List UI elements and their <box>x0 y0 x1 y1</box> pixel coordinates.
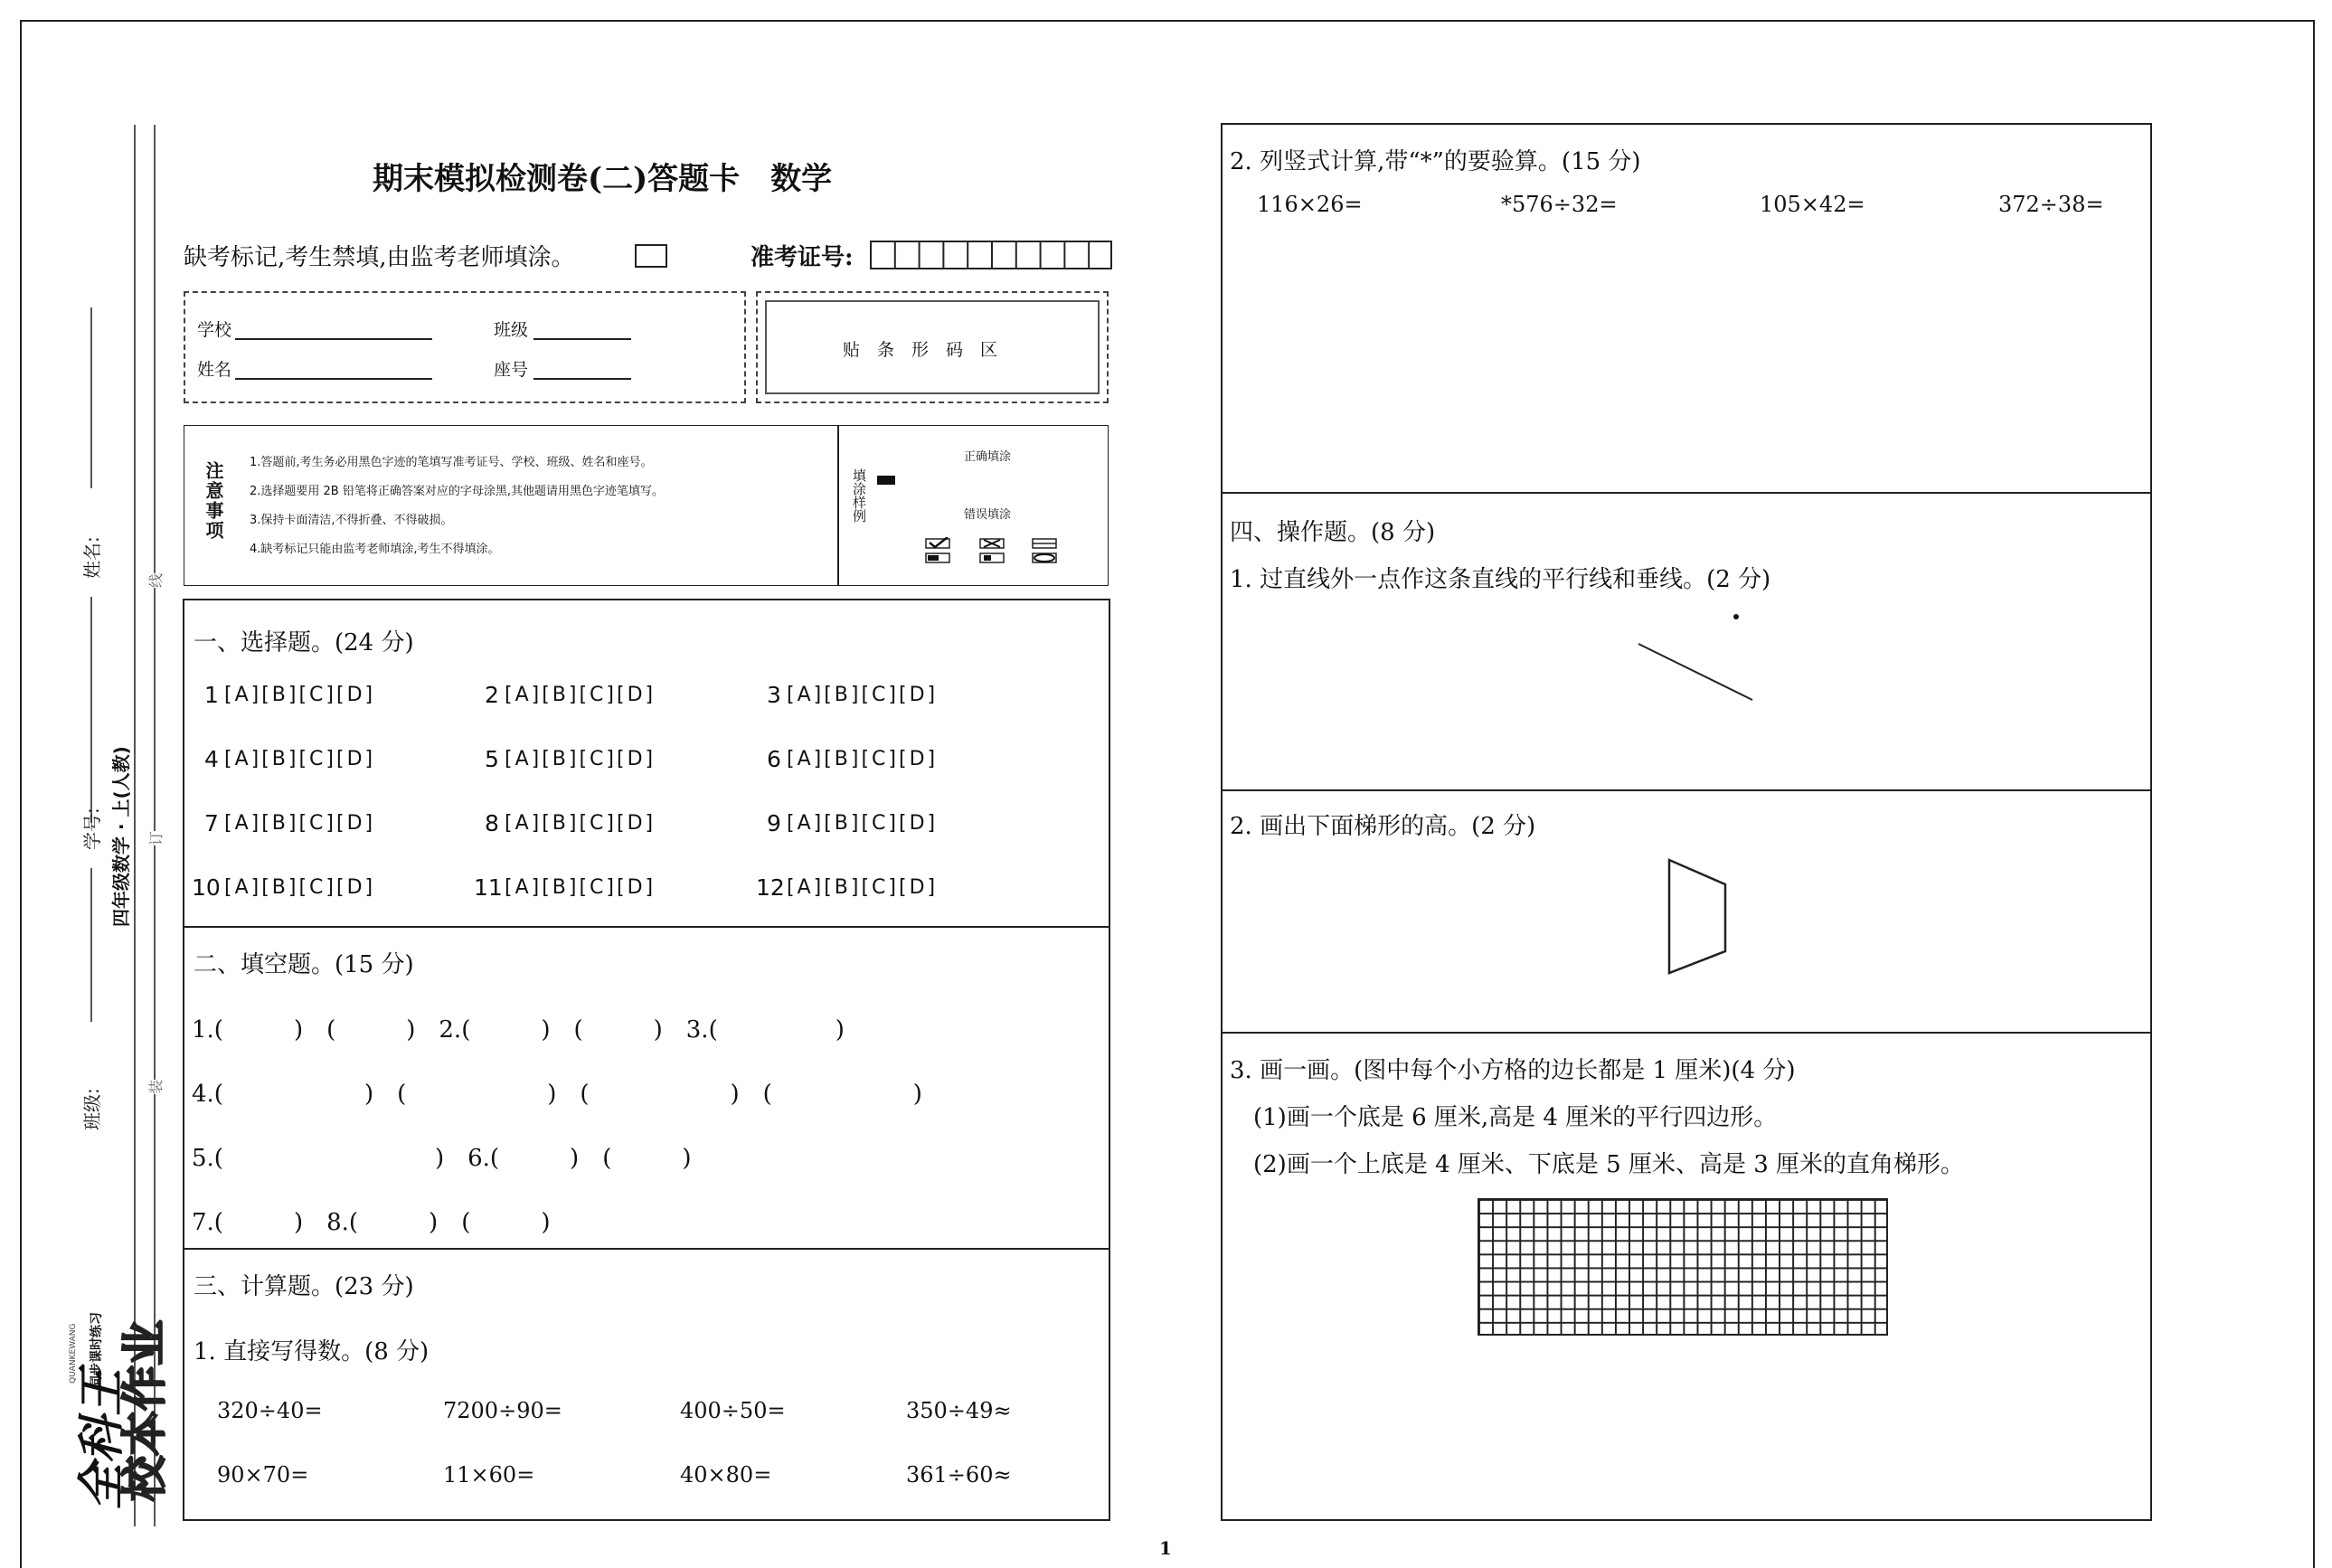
id-rule-v <box>90 868 92 1022</box>
wrong-fill-label: 错误填涂 <box>964 508 1012 522</box>
class-label-field: 班级 <box>494 320 529 340</box>
choice-num: 10 <box>192 874 221 901</box>
choice-num: 1 <box>204 682 219 708</box>
op2-text: 2. 画出下面梯形的高。(2 分) <box>1230 813 1536 840</box>
absent-note: 缺考标记,考生禁填,由监考老师填涂。 <box>184 244 575 271</box>
brand-en: QUANKEWANG <box>69 1323 78 1384</box>
choice-options[interactable]: [A][B][C][D] <box>224 748 376 770</box>
choice-options[interactable]: [A][B][C][D] <box>224 684 376 706</box>
choice-num: 12 <box>756 874 785 901</box>
fill-row-4[interactable]: 7.( ) 8.( ) ( ) <box>192 1209 551 1236</box>
school-label: 学校 <box>197 320 232 340</box>
choice-options[interactable]: [A][B][C][D] <box>787 876 939 899</box>
choice-num: 4 <box>204 746 219 772</box>
vertical-calc-item: 105×42= <box>1760 192 1865 217</box>
line-and-point-figure <box>1628 597 1772 705</box>
dots-zhuang-label: 装 <box>145 1080 165 1094</box>
choice-num: 11 <box>474 874 503 901</box>
square-grid[interactable] <box>1478 1198 1888 1336</box>
choice-options[interactable]: [A][B][C][D] <box>505 812 656 835</box>
choice-options[interactable]: [A][B][C][D] <box>787 748 939 770</box>
choice-options[interactable]: [A][B][C][D] <box>505 684 656 706</box>
calc-item: 7200÷90= <box>443 1398 562 1423</box>
calc-item: 11×60= <box>443 1462 535 1488</box>
calc-item: 400÷50= <box>680 1398 786 1423</box>
seat-label: 座号 <box>494 360 529 380</box>
seat-field[interactable] <box>533 378 631 380</box>
choice-options[interactable]: [A][B][C][D] <box>505 876 656 899</box>
note-1: 1.答题前,考生务必用黑色字迹的笔填写准考证号、学校、班级、姓名和座号。 <box>250 456 653 469</box>
name-rule-v <box>90 597 92 823</box>
page-number: 1 <box>1159 1537 1172 1559</box>
choice-options[interactable]: [A][B][C][D] <box>787 812 939 835</box>
fill-row-2[interactable]: 4.( ) ( ) ( ) ( ) <box>192 1081 922 1108</box>
calc-item: 320÷40= <box>217 1398 323 1423</box>
calc-item: 40×80= <box>680 1462 772 1488</box>
section3-title: 三、计算题。(23 分) <box>194 1273 414 1300</box>
choice-options[interactable]: [A][B][C][D] <box>505 748 656 770</box>
note-2: 2.选择题要用 2B 铅笔将正确答案对应的字母涂黑,其他题请用黑色字迹笔填写。 <box>250 485 664 498</box>
choice-num: 8 <box>485 810 499 836</box>
choice-num: 9 <box>767 810 781 836</box>
sample-label: 填涂样例 <box>851 468 867 523</box>
note-4: 4.缺考标记只能由监考老师填涂,考生不得填涂。 <box>250 543 500 556</box>
vertical-calc-item: *576÷32= <box>1501 192 1618 217</box>
choice-options[interactable]: [A][B][C][D] <box>224 876 376 899</box>
name-label-field: 姓名 <box>197 360 232 380</box>
notes-label: 注意事项 <box>203 461 224 541</box>
id-label: 学号: <box>81 808 103 850</box>
brand-bottom: 校本作业 <box>118 1320 171 1501</box>
barcode-label: 贴 条 形 码 区 <box>843 340 998 360</box>
absent-checkbox[interactable] <box>635 244 667 268</box>
fill-row-1[interactable]: 1.( ) ( ) 2.( ) ( ) 3.( ) <box>192 1016 845 1044</box>
brand-sub: 同步课时练习 <box>90 1312 104 1388</box>
choice-num: 6 <box>767 746 781 772</box>
student-info-box <box>184 291 746 403</box>
section4-title: 四、操作题。(8 分) <box>1230 519 1436 546</box>
name-label: 姓名: <box>81 536 103 579</box>
correct-fill-label: 正确填涂 <box>964 450 1012 464</box>
binding-line <box>134 125 136 1526</box>
divider-op2-op3 <box>1221 1032 2152 1034</box>
page-title: 期末模拟检测卷(二)答题卡 数学 <box>373 161 833 197</box>
wrong-fill-samples <box>921 537 1065 566</box>
class-label: 班级: <box>81 1088 103 1130</box>
choice-num: 3 <box>767 682 781 708</box>
name-field[interactable] <box>235 378 432 380</box>
trapezoid-figure <box>1664 857 1736 977</box>
op3-text: 3. 画一画。(图中每个小方格的边长都是 1 厘米)(4 分) <box>1230 1057 1796 1084</box>
op1-text: 1. 过直线外一点作这条直线的平行线和垂线。(2 分) <box>1230 566 1771 593</box>
binding-line-2 <box>154 125 156 1526</box>
vertical-calc-item: 116×26= <box>1257 192 1363 217</box>
choice-num: 2 <box>485 682 499 708</box>
ticket-boxes[interactable] <box>870 241 1112 269</box>
dots-ding-label: 订 <box>145 831 165 845</box>
choice-grid[interactable] <box>192 682 1096 939</box>
vertical-calc-title: 2. 列竖式计算,带“*”的要验算。(15 分) <box>1230 148 1641 175</box>
calc-item: 361÷60≈ <box>906 1462 1012 1488</box>
brand-logo: 全科王 <box>74 1368 129 1510</box>
choice-num: 7 <box>204 810 219 836</box>
section1-title: 一、选择题。(24 分) <box>194 629 414 656</box>
grade-label: 四年级数学 · 上(人教) <box>110 746 132 927</box>
dots-line-label: 线 <box>145 573 165 588</box>
notes-divider <box>837 425 839 586</box>
calc-sub1: 1. 直接写得数。(8 分) <box>194 1338 430 1365</box>
note-3: 3.保持卡面清洁,不得折叠、不得破损。 <box>250 514 453 527</box>
choice-num: 5 <box>485 746 499 772</box>
op3-part1: (1)画一个底是 6 厘米,高是 4 厘米的平行四边形。 <box>1253 1104 1778 1131</box>
choice-options[interactable]: [A][B][C][D] <box>787 684 939 706</box>
vertical-calc-item: 372÷38= <box>1998 192 2104 217</box>
calc-item: 350÷49≈ <box>906 1398 1012 1423</box>
ticket-label: 准考证号: <box>751 244 854 271</box>
fill-row-3[interactable]: 5.( ) 6.( ) ( ) <box>192 1145 692 1172</box>
section2-title: 二、填空题。(15 分) <box>194 951 414 978</box>
op3-part2: (2)画一个上底是 4 厘米、下底是 5 厘米、高是 3 厘米的直角梯形。 <box>1253 1151 1965 1178</box>
name-rule <box>90 307 92 488</box>
class-field[interactable] <box>533 338 631 340</box>
school-field[interactable] <box>235 338 432 340</box>
divider-op1-op2 <box>1221 789 2152 791</box>
correct-fill-sample <box>877 476 895 485</box>
divider-q2-s4 <box>1221 492 2152 494</box>
choice-options[interactable]: [A][B][C][D] <box>224 812 376 835</box>
calc-item: 90×70= <box>217 1462 309 1488</box>
divider-s2-s3 <box>183 1248 1110 1250</box>
